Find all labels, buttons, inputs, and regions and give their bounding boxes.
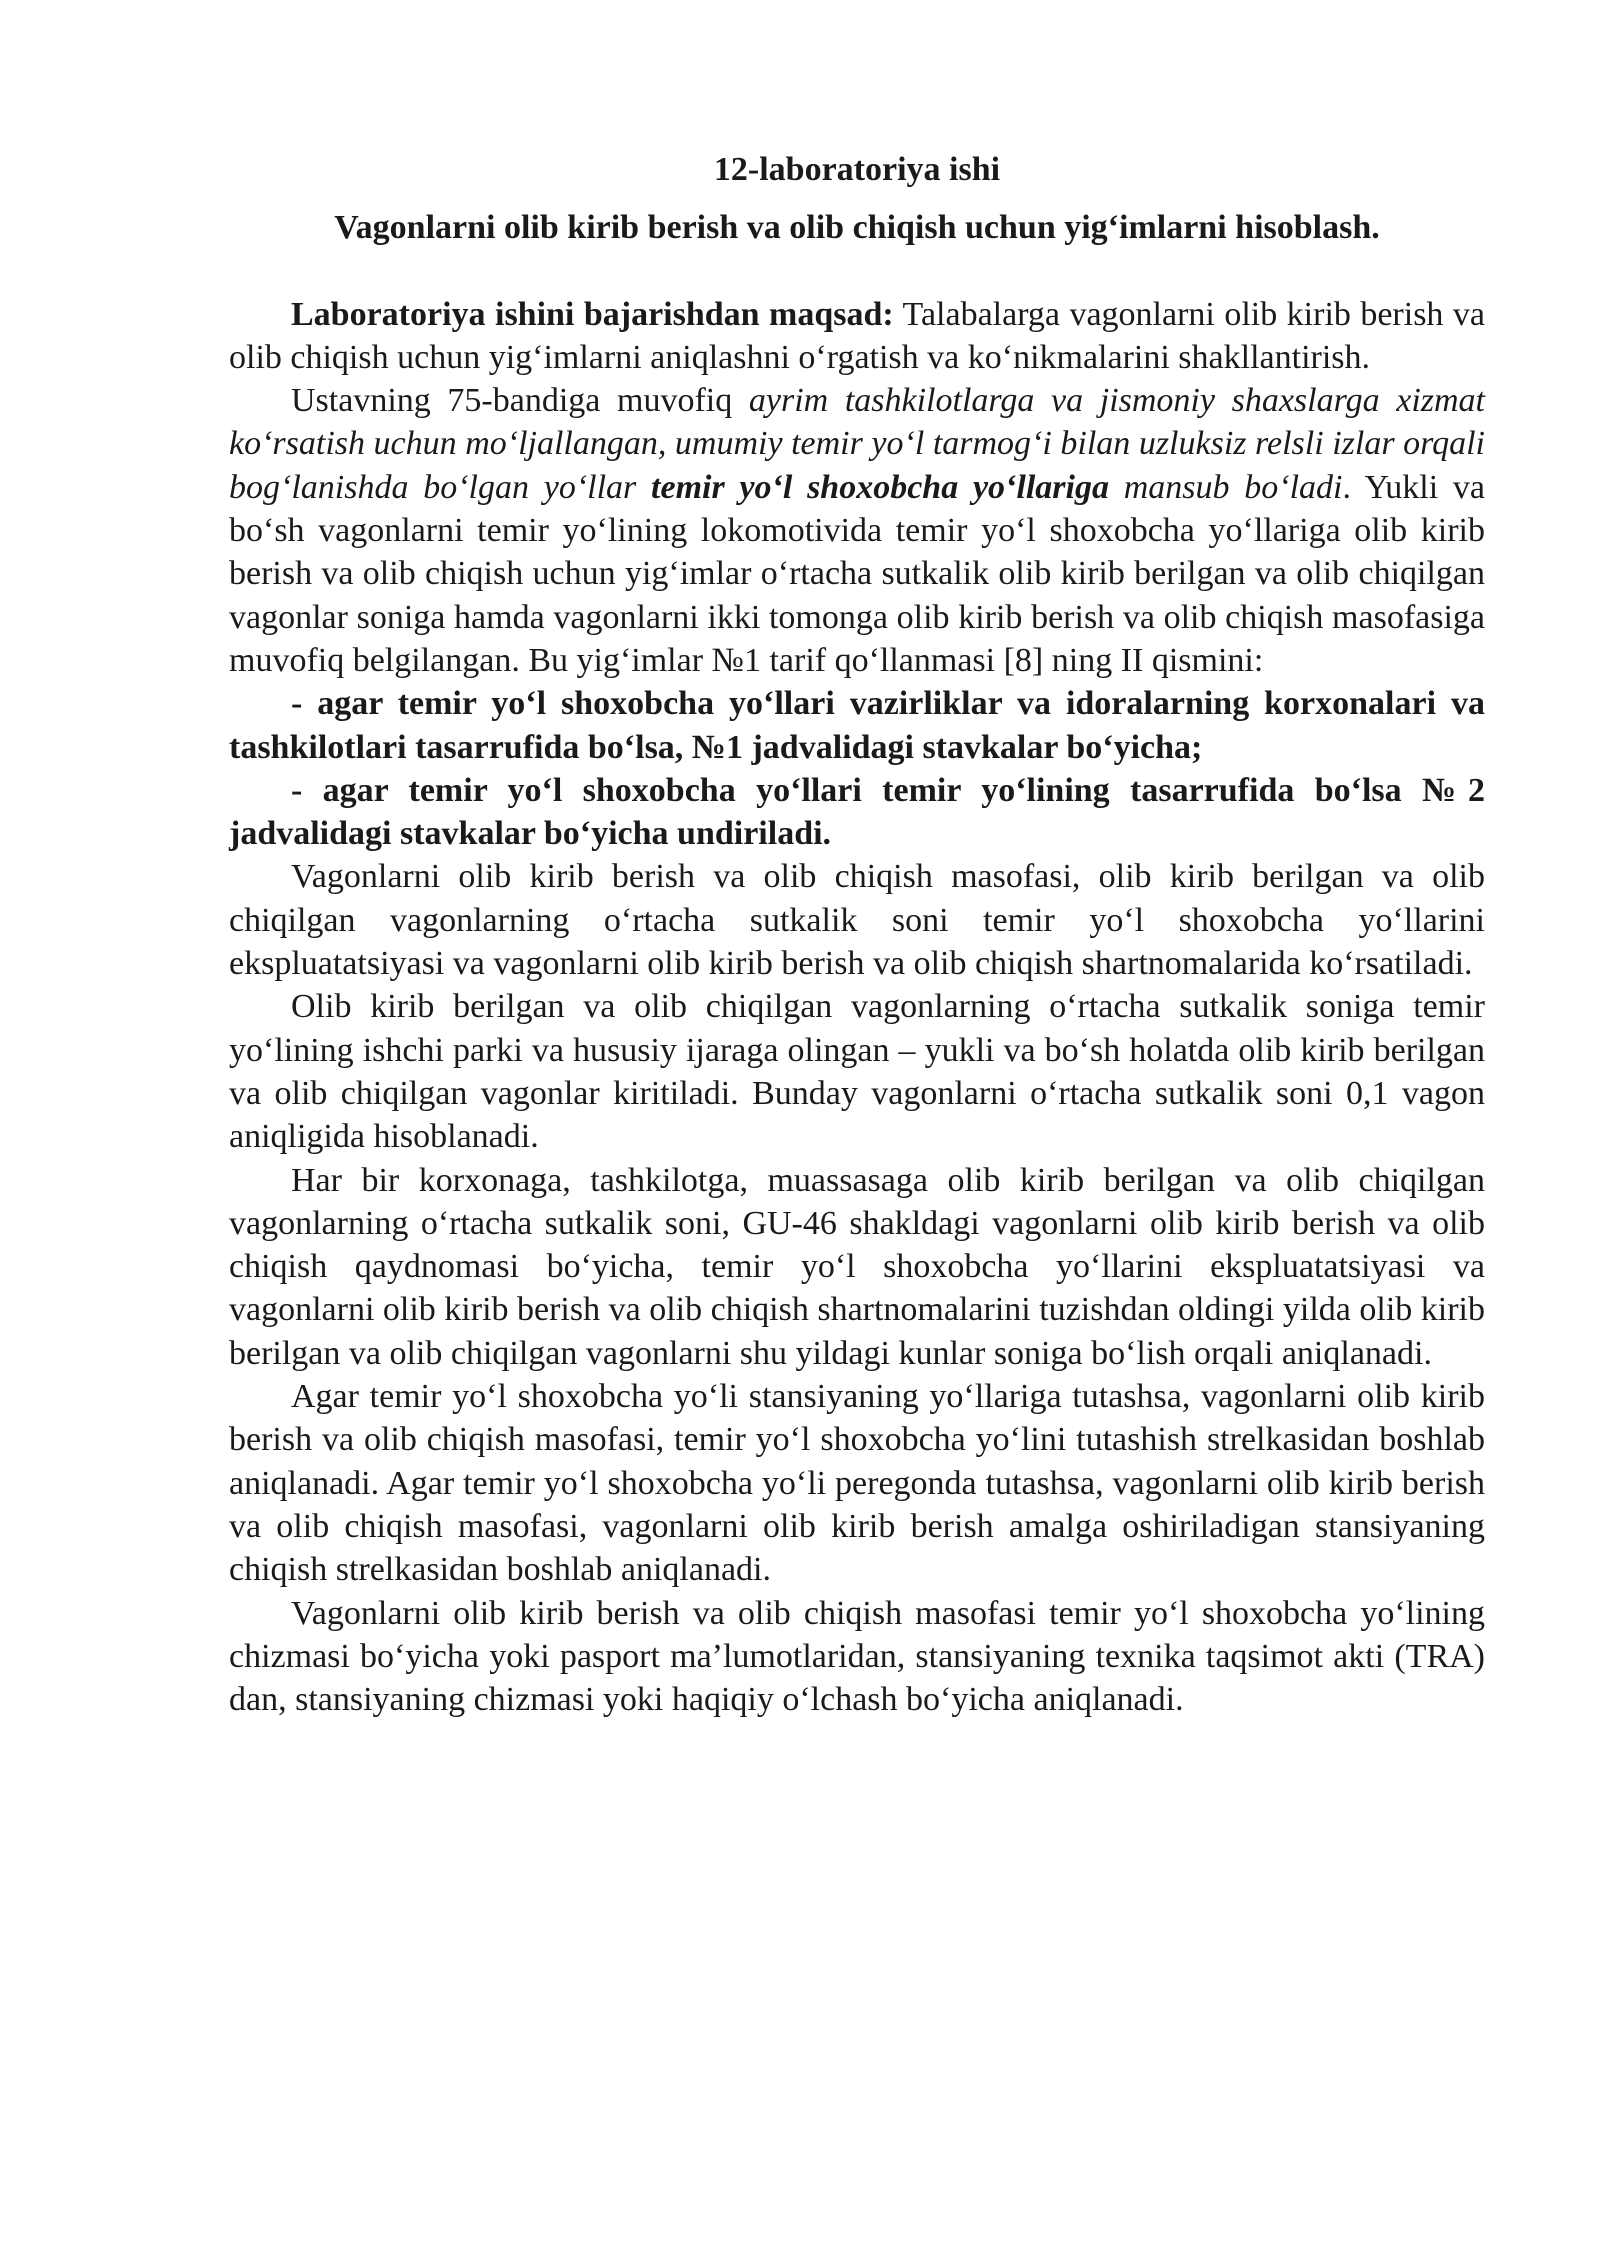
measurement-paragraph: Vagonlarni olib kirib berish va olib chiqish masofasi temir yo‘l shoxobcha yo‘lining chizmasi bo‘yicha yoki pasport ma’lumotlaridan, stansiyaning texnika taqsimot akti (TRA) dan, stansiyaning chizmasi yoki haqiqiy o‘lchash bo‘yicha aniqlanadi. (229, 1594, 1485, 1719)
purpose-paragraph (229, 293, 1485, 380)
enterprise-count-paragraph: Har bir korxonaga, tashkilotga, muassasaga olib kirib berilgan va olib chiqilgan vagonlarning o‘rtacha sutkalik soni, GU-46 shakldagi vagonlarni olib kirib berish va olib chiqish qaydnomasi bo‘yicha, temir yo‘l shoxobcha yo‘llarini ekspluatatsiyasi va vagonlarni olib kirib berish va olib chiqish shartnomalarini tuzishdan oldingi yilda olib kirib berilgan va olib chiqilgan vagonlarni shu yildagi kunlar soniga bo‘lish orqali aniqlanadi. (229, 1161, 1485, 1372)
bullet-ministries: - agar temir yo‘l shoxobcha yo‘llari vazirliklar va idoralarning korxonalari va tashkilotlari tasarrufida bo‘lsa, №1 jadvalidagi stavkalar bo‘yicha; (229, 685, 1485, 766)
charter-italic-end: mansub bo‘ladi (1108, 468, 1343, 506)
document-body (229, 148, 1485, 1721)
purpose-text: Talabalarga vagonlarni olib kirib berish va olib chiqish uchun yig‘imlarni aniqlashni o‘rgatish va ko‘nikmalarini shakllantirish. (229, 295, 1485, 376)
charter-paragraph (229, 379, 1485, 682)
charter-bold-term: temir yo‘l shoxobcha yo‘llariga (651, 468, 1109, 506)
charter-tail: . Yukli va bo‘sh vagonlarni temir yo‘lining lokomotivida temir yo‘l shoxobcha yo‘llariga olib kirib berish va olib chiqish uchun yig‘imlar o‘rtacha sutkalik olib kirib berilgan va olib chiqilgan vagonlar soniga hamda vagonlarni ikki tomonga olib kirib berish va olib chiqish masofasiga muvofiq belgilangan. Bu yig‘imlar №1 tarif qo‘llanmasi [8] ning II qismini: (229, 468, 1485, 679)
charter-italic-definition: ayrim tashkilotlarga va jismoniy shaxslarga xizmat ko‘rsatish uchun mo‘ljallangan, umumiy temir yo‘l tarmog‘i bilan uzluksiz relsli izlar orqali bog‘lanishda bo‘lgan yo‘llar (229, 382, 1485, 506)
average-count-paragraph: Olib kirib berilgan va olib chiqilgan vagonlarning o‘rtacha sutkalik soniga temir yo‘lining ishchi parki va hususiy ijaraga olingan – yukli va bo‘sh holatda olib kirib berilgan va olib chiqilgan vagonlar kiritiladi. Bunday vagonlarni o‘rtacha sutkalik soni 0,1 vagon aniqligida hisoblanadi. (229, 988, 1485, 1156)
lab-subtitle: Vagonlarni olib kirib berish va olib chiqish uchun yig‘imlarni hisoblash. (334, 209, 1380, 247)
title-spacer (229, 250, 1485, 293)
charter-lead: Ustavning 75-bandiga muvofiq (291, 382, 749, 420)
bullet-railway: - agar temir yo‘l shoxobcha yo‘llari temir yo‘lining tasarrufida bo‘lsa №2 jadvalidagi stavkalar bo‘yicha undiriladi. (229, 771, 1485, 853)
distance-paragraph: Vagonlarni olib kirib berish va olib chiqish masofasi, olib kirib berilgan va olib chiqilgan vagonlarning o‘rtacha sutkalik soni temir yo‘l shoxobcha yo‘llarini ekspluatatsiyasi va vagonlarni olib kirib berish va olib chiqish shartnomalarida ko‘rsatiladi. (229, 858, 1485, 983)
purpose-label: Laboratoriya ishini bajarishdan maqsad: (291, 295, 894, 333)
junction-paragraph: Agar temir yo‘l shoxobcha yo‘li stansiyaning yo‘llariga tutashsa, vagonlarni olib kirib berish va olib chiqish masofasi, temir yo‘l shoxobcha yo‘lini tutashish strelkasidan boshlab aniqlanadi. Agar temir yo‘l shoxobcha yo‘li peregonda tutashsa, vagonlarni olib kirib berish va olib chiqish masofasi, vagonlarni olib kirib berish amalga oshiriladigan stansiyaning chiqish strelkasidan boshlab aniqlanadi. (229, 1378, 1485, 1589)
lab-title: 12-laboratoriya ishi (713, 151, 1001, 188)
